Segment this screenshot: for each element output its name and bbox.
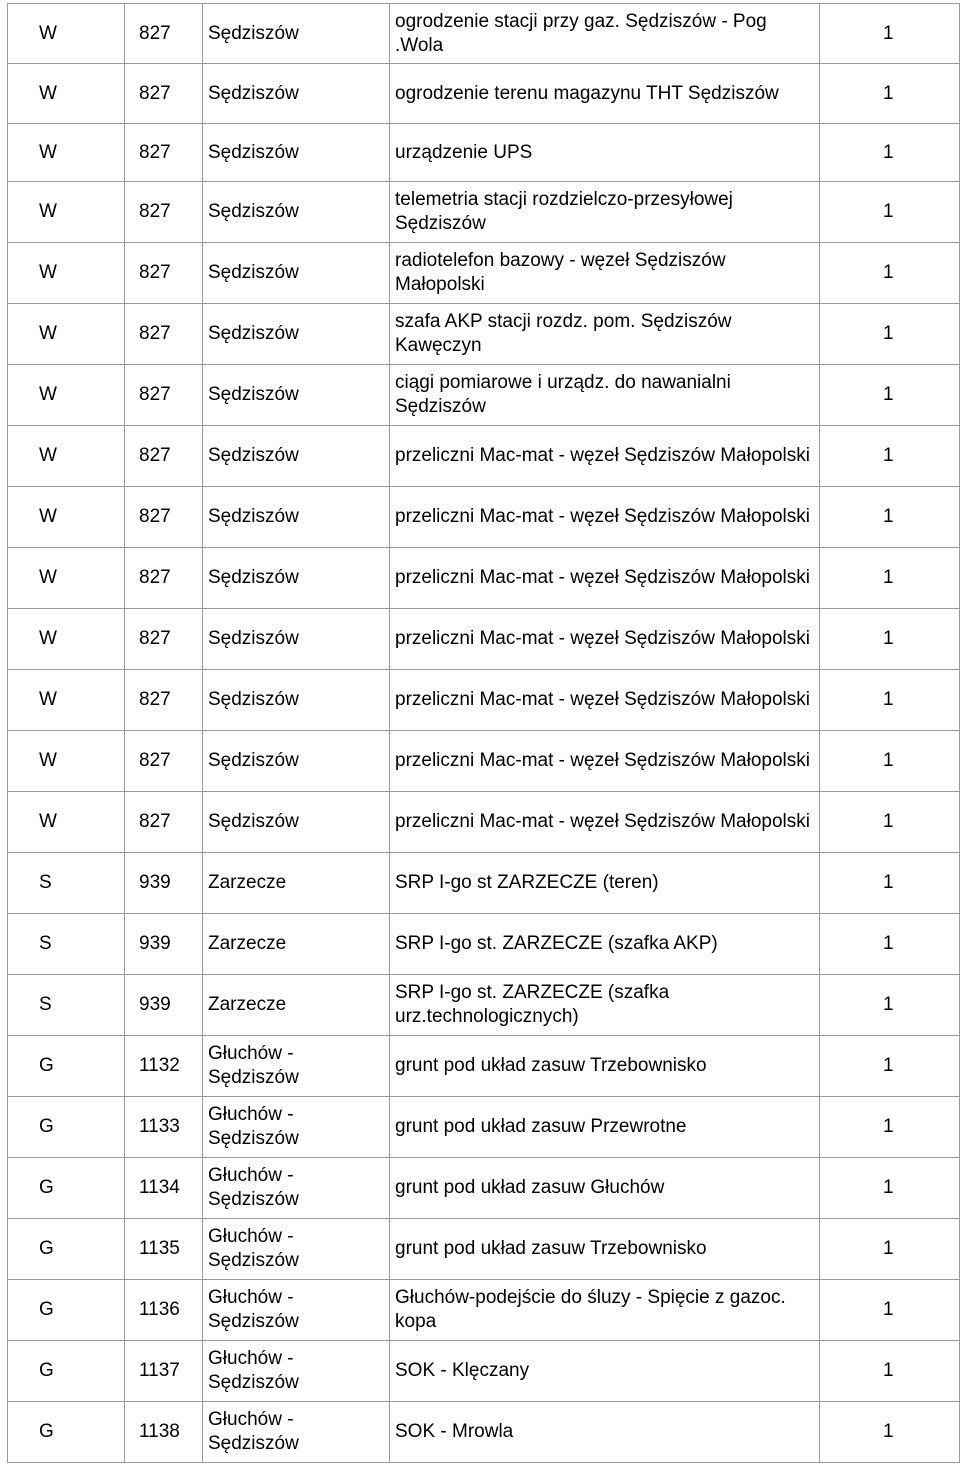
quantity-cell: 1 [820,1341,960,1402]
location-cell: Sędziszów [203,731,390,792]
description-cell: SOK - Mrowla [390,1402,820,1463]
quantity-cell: 1 [820,731,960,792]
location-cell: Zarzecze [203,853,390,914]
number-cell: 827 [125,182,203,243]
number-cell: 827 [125,792,203,853]
number-cell: 827 [125,731,203,792]
table-row [8,4,960,64]
number-cell: 1136 [125,1280,203,1341]
number-cell: 1134 [125,1158,203,1219]
location-cell: Sędziszów [203,365,390,426]
location-cell: Głuchów - Sędziszów [203,1158,390,1219]
description-cell: SOK - Klęczany [390,1341,820,1402]
code-cell: W [8,4,125,64]
code-cell: W [8,548,125,609]
description-cell: ogrodzenie stacji przy gaz. Sędziszów - Pog .Wola [390,4,820,64]
location-cell: Sędziszów [203,304,390,365]
number-cell: 1137 [125,1341,203,1402]
table-row [8,548,960,609]
description-cell: przeliczni Mac-mat - węzeł Sędziszów Małopolski [390,609,820,670]
quantity-cell: 1 [820,124,960,182]
number-cell: 827 [125,670,203,731]
quantity-cell: 1 [820,1280,960,1341]
table-row [8,182,960,243]
quantity-cell: 1 [820,914,960,975]
number-cell: 939 [125,853,203,914]
quantity-cell: 1 [820,1158,960,1219]
code-cell: S [8,914,125,975]
location-cell: Głuchów - Sędziszów [203,1036,390,1097]
code-cell: G [8,1219,125,1280]
location-cell: Sędziszów [203,64,390,124]
code-cell: S [8,975,125,1036]
location-cell: Głuchów - Sędziszów [203,1402,390,1463]
location-cell: Głuchów - Sędziszów [203,1219,390,1280]
location-cell: Głuchów - Sędziszów [203,1097,390,1158]
quantity-cell: 1 [820,670,960,731]
number-cell: 1132 [125,1036,203,1097]
table-row [8,243,960,304]
code-cell: G [8,1158,125,1219]
quantity-cell: 1 [820,426,960,487]
description-cell: grunt pod układ zasuw Przewrotne [390,1097,820,1158]
quantity-cell: 1 [820,304,960,365]
location-cell: Sędziszów [203,243,390,304]
description-cell: Głuchów-podejście do śluzy - Spięcie z gazoc. kopa [390,1280,820,1341]
table-row [8,487,960,548]
quantity-cell: 1 [820,243,960,304]
number-cell: 827 [125,243,203,304]
number-cell: 827 [125,426,203,487]
code-cell: W [8,426,125,487]
number-cell: 939 [125,975,203,1036]
table-row [8,1097,960,1158]
table-row [8,670,960,731]
code-cell: W [8,304,125,365]
description-cell: SRP I-go st. ZARZECZE (szafka AKP) [390,914,820,975]
description-cell: przeliczni Mac-mat - węzeł Sędziszów Małopolski [390,731,820,792]
table-row [8,731,960,792]
number-cell: 827 [125,304,203,365]
location-cell: Sędziszów [203,426,390,487]
number-cell: 827 [125,487,203,548]
table-row [8,365,960,426]
description-cell: przeliczni Mac-mat - węzeł Sędziszów Małopolski [390,670,820,731]
table-row [8,64,960,124]
table-row [8,1341,960,1402]
description-cell: SRP I-go st ZARZECZE (teren) [390,853,820,914]
location-cell: Zarzecze [203,975,390,1036]
number-cell: 939 [125,914,203,975]
location-cell: Głuchów - Sędziszów [203,1280,390,1341]
location-cell: Sędziszów [203,124,390,182]
location-cell: Sędziszów [203,4,390,64]
code-cell: G [8,1280,125,1341]
description-cell: grunt pod układ zasuw Trzebownisko [390,1219,820,1280]
quantity-cell: 1 [820,4,960,64]
quantity-cell: 1 [820,365,960,426]
number-cell: 827 [125,548,203,609]
location-cell: Sędziszów [203,670,390,731]
number-cell: 827 [125,4,203,64]
code-cell: G [8,1097,125,1158]
code-cell: W [8,487,125,548]
quantity-cell: 1 [820,548,960,609]
code-cell: G [8,1402,125,1463]
quantity-cell: 1 [820,1219,960,1280]
number-cell: 1133 [125,1097,203,1158]
quantity-cell: 1 [820,487,960,548]
code-cell: G [8,1036,125,1097]
quantity-cell: 1 [820,609,960,670]
table-row [8,792,960,853]
quantity-cell: 1 [820,64,960,124]
location-cell: Głuchów - Sędziszów [203,1341,390,1402]
quantity-cell: 1 [820,853,960,914]
table-row [8,426,960,487]
description-cell: szafa AKP stacji rozdz. pom. Sędziszów Kawęczyn [390,304,820,365]
description-cell: przeliczni Mac-mat - węzeł Sędziszów Małopolski [390,426,820,487]
table-row [8,1158,960,1219]
description-cell: przeliczni Mac-mat - węzeł Sędziszów Małopolski [390,548,820,609]
location-cell: Zarzecze [203,914,390,975]
table-row [8,853,960,914]
code-cell: W [8,670,125,731]
table-row [8,914,960,975]
description-cell: ogrodzenie terenu magazynu THT Sędziszów [390,64,820,124]
description-cell: przeliczni Mac-mat - węzeł Sędziszów Małopolski [390,487,820,548]
quantity-cell: 1 [820,182,960,243]
code-cell: W [8,64,125,124]
quantity-cell: 1 [820,1402,960,1463]
table-row [8,1402,960,1463]
code-cell: W [8,243,125,304]
table-row [8,1280,960,1341]
table-row [8,304,960,365]
asset-table [7,3,960,1463]
quantity-cell: 1 [820,792,960,853]
code-cell: S [8,853,125,914]
asset-table-body [8,4,960,1463]
number-cell: 827 [125,609,203,670]
code-cell: W [8,609,125,670]
location-cell: Sędziszów [203,487,390,548]
location-cell: Sędziszów [203,792,390,853]
description-cell: SRP I-go st. ZARZECZE (szafka urz.technologicznych) [390,975,820,1036]
location-cell: Sędziszów [203,182,390,243]
table-row [8,975,960,1036]
description-cell: telemetria stacji rozdzielczo-przesyłowej Sędziszów [390,182,820,243]
table-row [8,124,960,182]
number-cell: 827 [125,64,203,124]
code-cell: G [8,1341,125,1402]
description-cell: radiotelefon bazowy - węzeł Sędziszów Małopolski [390,243,820,304]
description-cell: grunt pod układ zasuw Trzebownisko [390,1036,820,1097]
code-cell: W [8,365,125,426]
location-cell: Sędziszów [203,609,390,670]
description-cell: ciągi pomiarowe i urządz. do nawanialni Sędziszów [390,365,820,426]
location-cell: Sędziszów [203,548,390,609]
quantity-cell: 1 [820,1097,960,1158]
description-cell: przeliczni Mac-mat - węzeł Sędziszów Małopolski [390,792,820,853]
code-cell: W [8,792,125,853]
quantity-cell: 1 [820,1036,960,1097]
number-cell: 1135 [125,1219,203,1280]
number-cell: 827 [125,124,203,182]
table-row [8,609,960,670]
description-cell: urządzenie UPS [390,124,820,182]
table-row [8,1219,960,1280]
code-cell: W [8,124,125,182]
number-cell: 827 [125,365,203,426]
code-cell: W [8,731,125,792]
description-cell: grunt pod układ zasuw Głuchów [390,1158,820,1219]
number-cell: 1138 [125,1402,203,1463]
quantity-cell: 1 [820,975,960,1036]
code-cell: W [8,182,125,243]
table-row [8,1036,960,1097]
